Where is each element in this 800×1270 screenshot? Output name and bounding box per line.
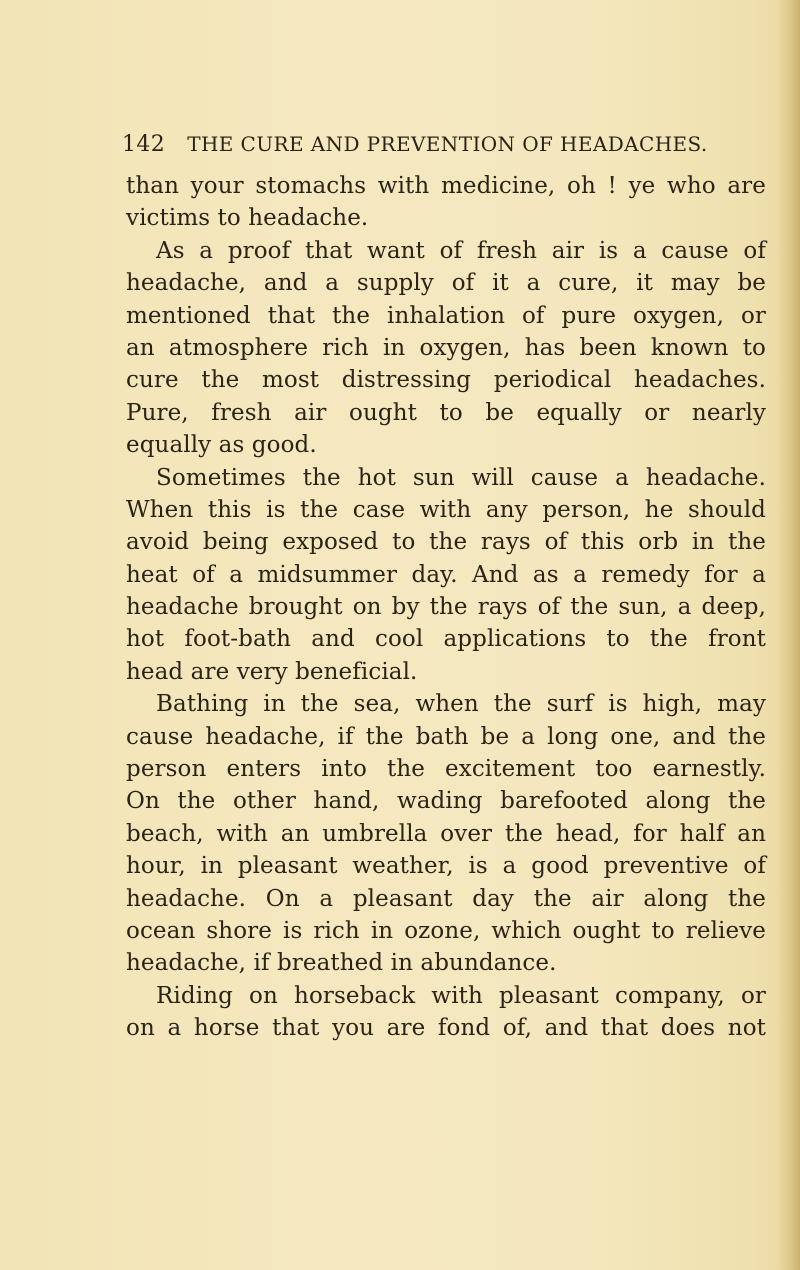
running-title: THE CURE AND PREVENTION OF HEADACHES.	[187, 132, 708, 156]
text-line: Pure, fresh air ought to be equally or nearly	[126, 399, 766, 426]
text-line: ocean shore is rich in ozone, which ought to relieve	[126, 917, 766, 944]
text-line: mentioned that the inhalation of pure oxygen, or	[126, 302, 766, 329]
text-line: heat of a midsummer day. And as a remedy for a	[126, 561, 766, 588]
text-line: headache. On a pleasant day the air along the	[126, 885, 766, 912]
text-line: equally as good.	[126, 432, 317, 459]
text-line: hour, in pleasant weather, is a good preventive of	[126, 853, 766, 880]
text-line: cure the most distressing periodical headaches.	[126, 367, 766, 394]
text-line: victims to headache.	[126, 205, 369, 232]
text-line: person enters into the excitement too earnestly.	[126, 756, 766, 783]
text-line: Riding on horseback with pleasant company, or	[156, 982, 766, 1009]
text-line: on a horse that you are fond of, and that does not	[126, 1015, 766, 1042]
text-line: On the other hand, wading barefooted along the	[126, 788, 766, 815]
text-line: headache brought on by the rays of the sun, a deep,	[126, 594, 766, 621]
text-line: When this is the case with any person, he should	[126, 496, 766, 523]
text-line: Sometimes the hot sun will cause a headache.	[156, 464, 766, 491]
text-line: Bathing in the sea, when the surf is high, may	[156, 691, 766, 718]
body-text	[126, 170, 766, 1045]
text-line: cause headache, if the bath be a long one, and the	[126, 723, 766, 750]
text-line: beach, with an umbrella over the head, for half an	[126, 820, 766, 847]
page-number: 142	[122, 132, 166, 157]
text-line: headache, and a supply of it a cure, it may be	[126, 270, 766, 297]
text-line: As a proof that want of fresh air is a cause of	[156, 237, 766, 264]
page-edge-shadow	[778, 0, 800, 1270]
text-line: headache, if breathed in abundance.	[126, 950, 557, 977]
text-line: hot foot-bath and cool applications to the front	[126, 626, 766, 653]
text-line: than your stomachs with medicine, oh ! ye who are	[126, 173, 766, 199]
running-header	[122, 132, 708, 162]
text-line: head are very beneficial.	[126, 658, 418, 685]
text-line: an atmosphere rich in oxygen, has been known to	[126, 334, 766, 361]
text-line: avoid being exposed to the rays of this orb in the	[126, 529, 766, 556]
